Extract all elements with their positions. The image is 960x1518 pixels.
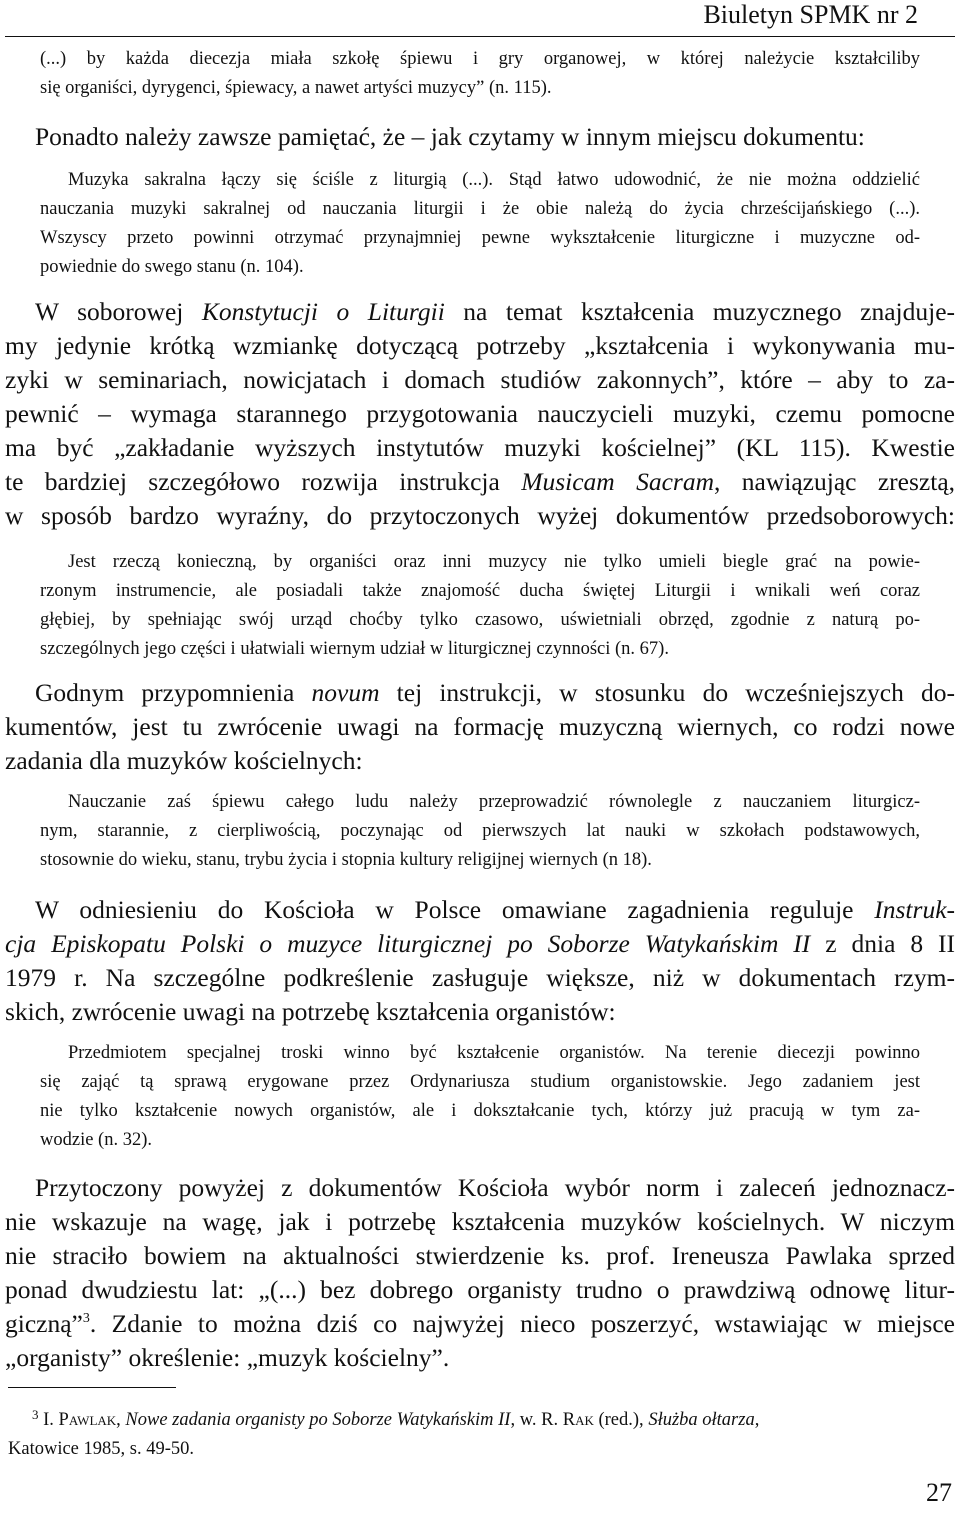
paragraph-line: skich, zwrócenie uwagi na potrzebę kształcenia organistów: xyxy=(5,997,616,1026)
text-run: (red.), xyxy=(593,1410,649,1430)
quote-block-3 xyxy=(40,548,920,664)
paragraph-line xyxy=(5,676,955,710)
paragraph-line: zyki w seminariach, nowicjatach i domach studiów zakonnych”, które – aby to za- xyxy=(5,365,955,394)
footnote-rule xyxy=(8,1387,176,1388)
paragraph-line xyxy=(5,465,955,499)
footnote xyxy=(8,1400,948,1464)
quote-line: (...) by każda diecezja miała szkołę śpiewu i gry organowej, w której należycie kształciliby xyxy=(40,49,920,69)
text-run: , xyxy=(754,1410,760,1430)
paragraph-line: w sposób bardzo wyraźny, do przytoczonych wyżej dokumentów przedsoborowych: xyxy=(5,501,955,530)
quote-line: powiednie do swego stanu (n. 104). xyxy=(40,257,304,277)
quote-line: Muzyka sakralna łączy się ściśle z liturgią (...). Stąd łatwo udowodnić, że nie można oddzielić xyxy=(68,170,920,190)
text-run: giczną” xyxy=(5,1309,83,1338)
paragraph-5 xyxy=(5,1171,955,1375)
quote-line: szczególnych jego części i ułatwiali wiernym udział w liturgicznej czynności (n. 67). xyxy=(40,639,669,659)
quote-block-4 xyxy=(40,788,920,875)
quote-line: Nauczanie zaś śpiewu całego ludu należy przeprowadzić równolegle z nauczaniem liturgicz- xyxy=(68,792,920,812)
paragraph-line: nie straciło bowiem na aktualności stwierdzenie ks. prof. Ireneusza Pawlaka sprzed xyxy=(5,1241,955,1270)
running-header: Biuletyn SPMK nr 2 xyxy=(703,0,918,29)
quote-line: się zająć tą sprawą erygowane przez Ordynariusza studium organistowskie. Jego zadaniem jest xyxy=(40,1072,920,1092)
paragraph-line: nie wskazuje na wagę, jak i potrzebę kształcenia muzyków kościelnych. W niczym xyxy=(5,1207,955,1236)
paragraph-line: „organisty” określenie: „muzyk kościelny”. xyxy=(5,1343,450,1372)
text-run: , xyxy=(116,1410,126,1430)
text-run: W odniesieniu do Kościoła w Polsce omawiane zagadnienia reguluje xyxy=(35,895,875,924)
paragraph-line: Przytoczony powyżej z dokumentów Kościoła wybór norm i zaleceń jednoznacz- xyxy=(35,1173,955,1202)
paragraph-line: zadania dla muzyków kościelnych: xyxy=(5,746,363,775)
footnote-line: Katowice 1985, s. 49-50. xyxy=(8,1439,194,1459)
paragraph-1 xyxy=(35,120,935,154)
quote-line: wodzie (n. 32). xyxy=(40,1130,152,1150)
paragraph-line xyxy=(5,927,955,961)
paragraph-line: my jedynie krótką wzmiankę dotyczącą potrzeby „kształcenia i wykonywania mu- xyxy=(5,331,955,360)
paragraph-3 xyxy=(5,676,955,778)
quote-block-5 xyxy=(40,1039,920,1155)
italic-title: Musicam Sacram xyxy=(521,467,715,496)
text-run: te bardziej szczegółowo rozwija instrukcja xyxy=(5,467,522,496)
quote-line: rzonym instrumencie, ale posiadali także znajomość ducha świętej Liturgii i wnikali weń coraz xyxy=(40,581,920,601)
quote-line: Jest rzeczą konieczną, by organiści oraz inni muzycy nie tylko umieli biegle grać na powie- xyxy=(68,552,920,572)
footnote-line xyxy=(8,1400,948,1435)
author-name: Pawlak xyxy=(58,1410,117,1430)
text-run: , nawiązując zresztą, xyxy=(714,467,956,496)
quote-line: się organiści, dyrygenci, śpiewacy, a nawet artyści muzycy” (n. 115). xyxy=(40,78,552,98)
text-run: z dnia 8 II xyxy=(810,929,955,958)
paragraph-line: Ponadto należy zawsze pamiętać, że – jak czytamy w innym miejscu dokumentu: xyxy=(35,122,865,151)
paragraph-line xyxy=(5,295,955,329)
paragraph-line: ponad dwudziestu lat: „(...) bez dobrego organisty trudno o prawdziwą odnowę litur- xyxy=(5,1275,955,1304)
text-run: I. xyxy=(38,1410,59,1430)
quote-block-2 xyxy=(40,166,920,282)
italic-title: Instruk- xyxy=(874,895,955,924)
italic-title: Konstytucji o Liturgii xyxy=(201,297,445,326)
italic-title: Nowe zadania organisty po Soborze Watykańskim II xyxy=(125,1410,511,1430)
italic-title: Służba ołtarza xyxy=(648,1410,755,1430)
page-number: 27 xyxy=(926,1478,952,1507)
paragraph-4 xyxy=(5,893,955,1029)
text-run: na temat kształcenia muzycznego znajduje- xyxy=(444,297,956,326)
editor-name: Rak xyxy=(562,1410,594,1430)
text-run: Godnym przypomnienia xyxy=(35,678,312,707)
paragraph-2 xyxy=(5,295,955,533)
italic-title: cja Episkopatu Polski o muzyce liturgicznej po Soborze Watykańskim II xyxy=(5,929,811,958)
quote-line: Przedmiotem specjalnej troski winno być kształcenie organistów. Na terenie diecezji powinno xyxy=(68,1043,920,1063)
quote-block-1 xyxy=(40,45,920,103)
footnote-reference[interactable]: 3 xyxy=(82,1311,90,1326)
paragraph-line: 1979 r. Na szczególne podkreślenie zasługuje większe, niż w dokumentach rzym- xyxy=(5,963,955,992)
quote-line: nym, starannie, z cierpliwością, poczynając od pierwszych lat nauki w szkołach podstawowych, xyxy=(40,821,920,841)
paragraph-line xyxy=(5,893,955,927)
italic-term: novum xyxy=(311,678,380,707)
paragraph-line: pewnić – wymaga starannego przygotowania nauczycieli muzyki, czemu pomocne xyxy=(5,399,955,428)
text-run: , w. R. xyxy=(510,1410,563,1430)
header-rule xyxy=(5,36,955,37)
footnote-number: 3 xyxy=(32,1407,39,1422)
quote-line: Wszyscy przeto powinni otrzymać przynajmniej pewne wykształcenie liturgiczne i muzyczne od- xyxy=(40,228,920,248)
text-run: tej instrukcji, w stosunku do wcześniejszych do- xyxy=(379,678,955,707)
quote-line: nauczania muzyki sakralnej od nauczania liturgii i że obie należą do życia chrześcijańskiego (...). xyxy=(40,199,920,219)
quote-line: głębiej, by spełniając swój urząd choćby tylko czasowo, uświetniali obrzęd, zgodnie z naturą po- xyxy=(40,610,920,630)
text-run: . Zdanie to można dziś co najwyżej nieco poszerzyć, wstawiając w miejsce xyxy=(89,1309,955,1338)
paragraph-line: ma być „zakładanie wyższych instytutów muzyki kościelnej” (KL 115). Kwestie xyxy=(5,433,955,462)
text-run: W soborowej xyxy=(35,297,202,326)
paragraph-line xyxy=(5,1307,955,1341)
quote-line: stosownie do wieku, stanu, trybu życia i stopnia kultury religijnej wiernych (n 18). xyxy=(40,850,652,870)
paragraph-line: kumentów, jest tu zwrócenie uwagi na formację muzyczną wiernych, co rodzi nowe xyxy=(5,712,955,741)
quote-line: nie tylko kształcenie nowych organistów, ale i dokształcanie tych, którzy już pracują w tym za- xyxy=(40,1101,920,1121)
